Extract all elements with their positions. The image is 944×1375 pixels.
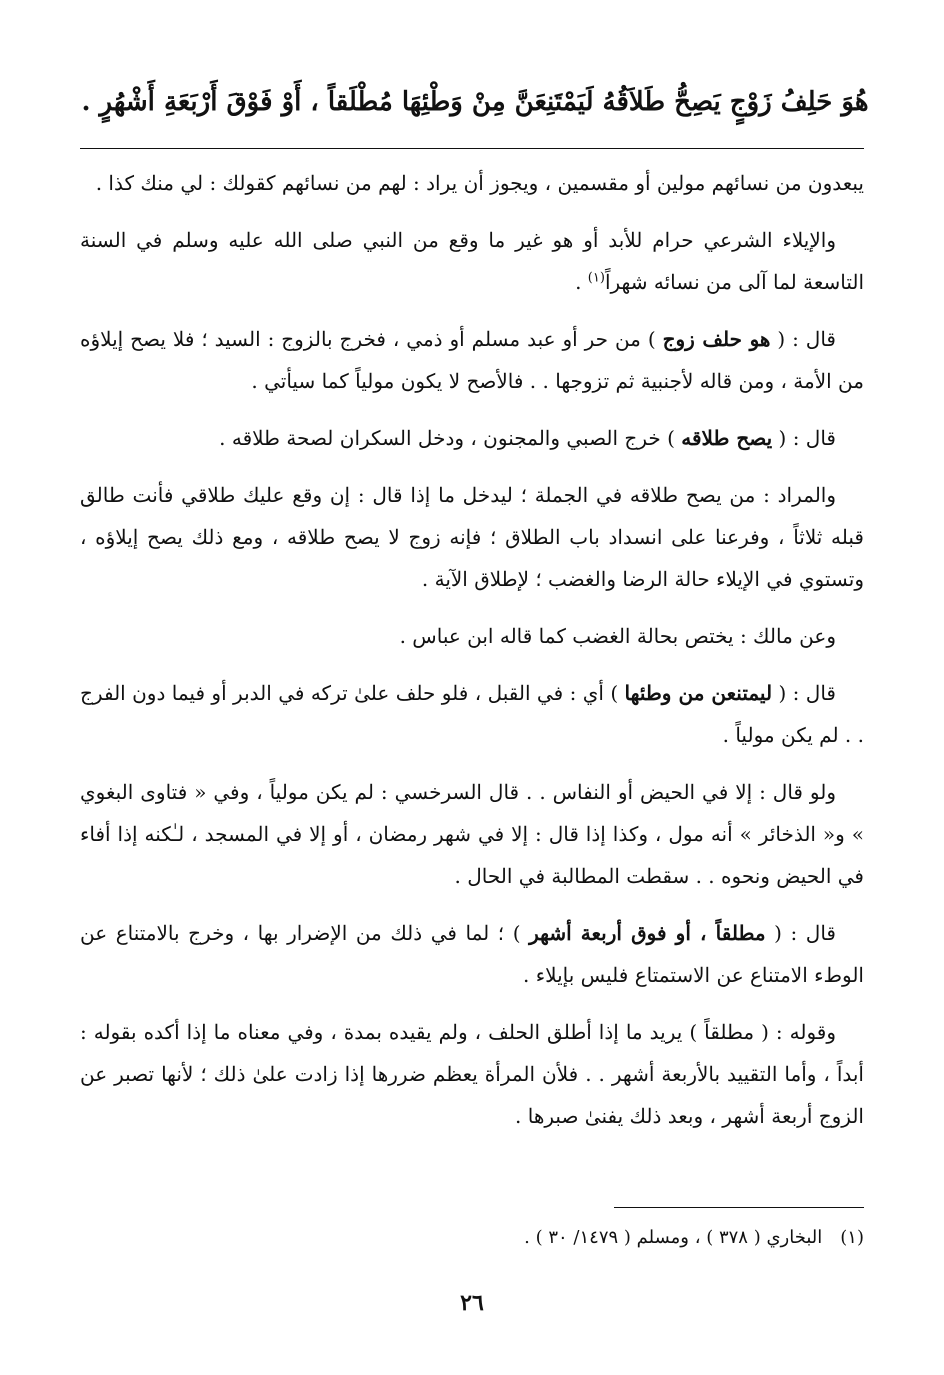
paragraph-9 — [80, 912, 864, 996]
quote-open: قال : ( — [772, 681, 836, 705]
footnote-number: (١) — [840, 1227, 864, 1248]
quoted-matn: ليمتنعن من وطئها — [624, 681, 773, 705]
paragraph-4-text: ) خرج الصبي والمجنون ، ودخل السكران لصحة طلاقه . — [219, 426, 682, 450]
quote-open: قال : ( — [772, 426, 836, 450]
matn-heading: هُوَ حَلِفُ زَوْجٍ يَصِحُّ طَلاَقُهُ لَيَمْتَنِعَنَّ مِنْ وَطْئِهَا مُطْلَقاً ، أَوْ فَوْقَ أَرْبَعَةِ أَشْهُرٍ . — [81, 87, 869, 117]
paragraph-2-end: . — [575, 270, 588, 294]
quoted-matn: يصح طلاقه — [681, 426, 773, 450]
paragraph-2 — [80, 219, 864, 303]
paragraph-3 — [80, 318, 864, 402]
footnote-text: البخاري ( ٣٧٨ ) ، ومسلم ( ١٤٧٩/ ٣٠ ) . — [524, 1227, 823, 1248]
quoted-matn: مطلقاً ، أو فوق أربعة أشهر — [529, 921, 766, 945]
paragraph-10: وقوله : ( مطلقاً ) يريد ما إذا أطلق الحلف ، ولم يقيده بمدة ، وفي معناه ما إذا أكده بقوله : أبداً ، وأما التقييد بالأربعة أشهر . . فلأن المرأة يعظم ضررها إذا زادت علىٰ ذلك ؛ لأنها تصبر عن الزوج أربعة أشهر ، وبعد ذلك يفنىٰ صبرها . — [80, 1020, 864, 1128]
quoted-matn: هو حلف زوج — [662, 327, 771, 351]
paragraph-3-text: ) من حر أو عبد مسلم أو ذمي ، فخرج بالزوج : السيد ؛ فلا يصح إيلاؤه من الأمة ، ومن قاله لأجنبية ثم تزوجها . . فالأصح لا يكون مولياً كما سيأتي . — [80, 327, 864, 393]
quote-open: قال : ( — [770, 327, 836, 351]
paragraph-1: يبعدون من نسائهم مولين أو مقسمين ، ويجوز أن يراد : لهم من نسائهم كقولك : لي منك كذا . — [95, 171, 864, 195]
paragraph-7-text: ) أي : في القبل ، فلو حلف علىٰ تركه في الدبر أو فيما دون الفرج . . لم يكن مولياً . — [80, 681, 864, 747]
paragraph-7 — [80, 672, 864, 756]
footnote — [80, 1222, 864, 1254]
footnote-divider — [614, 1207, 864, 1208]
quote-open: قال : ( — [765, 921, 836, 945]
paragraph-9-text: ) ؛ لما في ذلك من الإضرار بها ، وخرج بالامتناع عن الوطء الامتناع عن الاستمتاع فليس بإيلاء . — [80, 921, 864, 987]
paragraph-2-text: والإيلاء الشرعي حرام للأبد أو هو غير ما وقع من النبي صلى الله عليه وسلم في السنة التاسعة لما آلى من نسائه شهراً — [80, 228, 864, 294]
paragraph-5: والمراد : من يصح طلاقه في الجملة ؛ ليدخل ما إذا قال : إن وقع عليك طلاقي فأنت طالق قبله ثلاثاً ، وفرعنا على انسداد باب الطلاق ؛ فإنه زوج لا يصح طلاقه ، ومع ذلك يصح إيلاؤه ، وتستوي في الإيلاء حالة الرضا والغضب ؛ لإطلاق الآية . — [80, 483, 864, 591]
paragraph-6: وعن مالك : يختص بحالة الغضب كما قاله ابن عباس . — [399, 624, 836, 648]
paragraph-4 — [80, 417, 864, 459]
heading-divider — [80, 148, 864, 149]
commentary-body — [80, 162, 864, 1152]
footnote-reference[interactable]: (١) — [587, 270, 605, 286]
paragraph-8: ولو قال : إلا في الحيض أو النفاس . . قال السرخسي : لم يكن مولياً ، وفي « فتاوى البغوي » و« الذخائر » أنه مول ، وكذا إذا قال : إلا في شهر رمضان ، أو إلا في المسجد ، لـٰكنه إذا أفاء في الحيض ونحوه . . سقطت المطالبة في الحال . — [80, 780, 864, 888]
page-number: ٢٦ — [460, 1290, 484, 1316]
